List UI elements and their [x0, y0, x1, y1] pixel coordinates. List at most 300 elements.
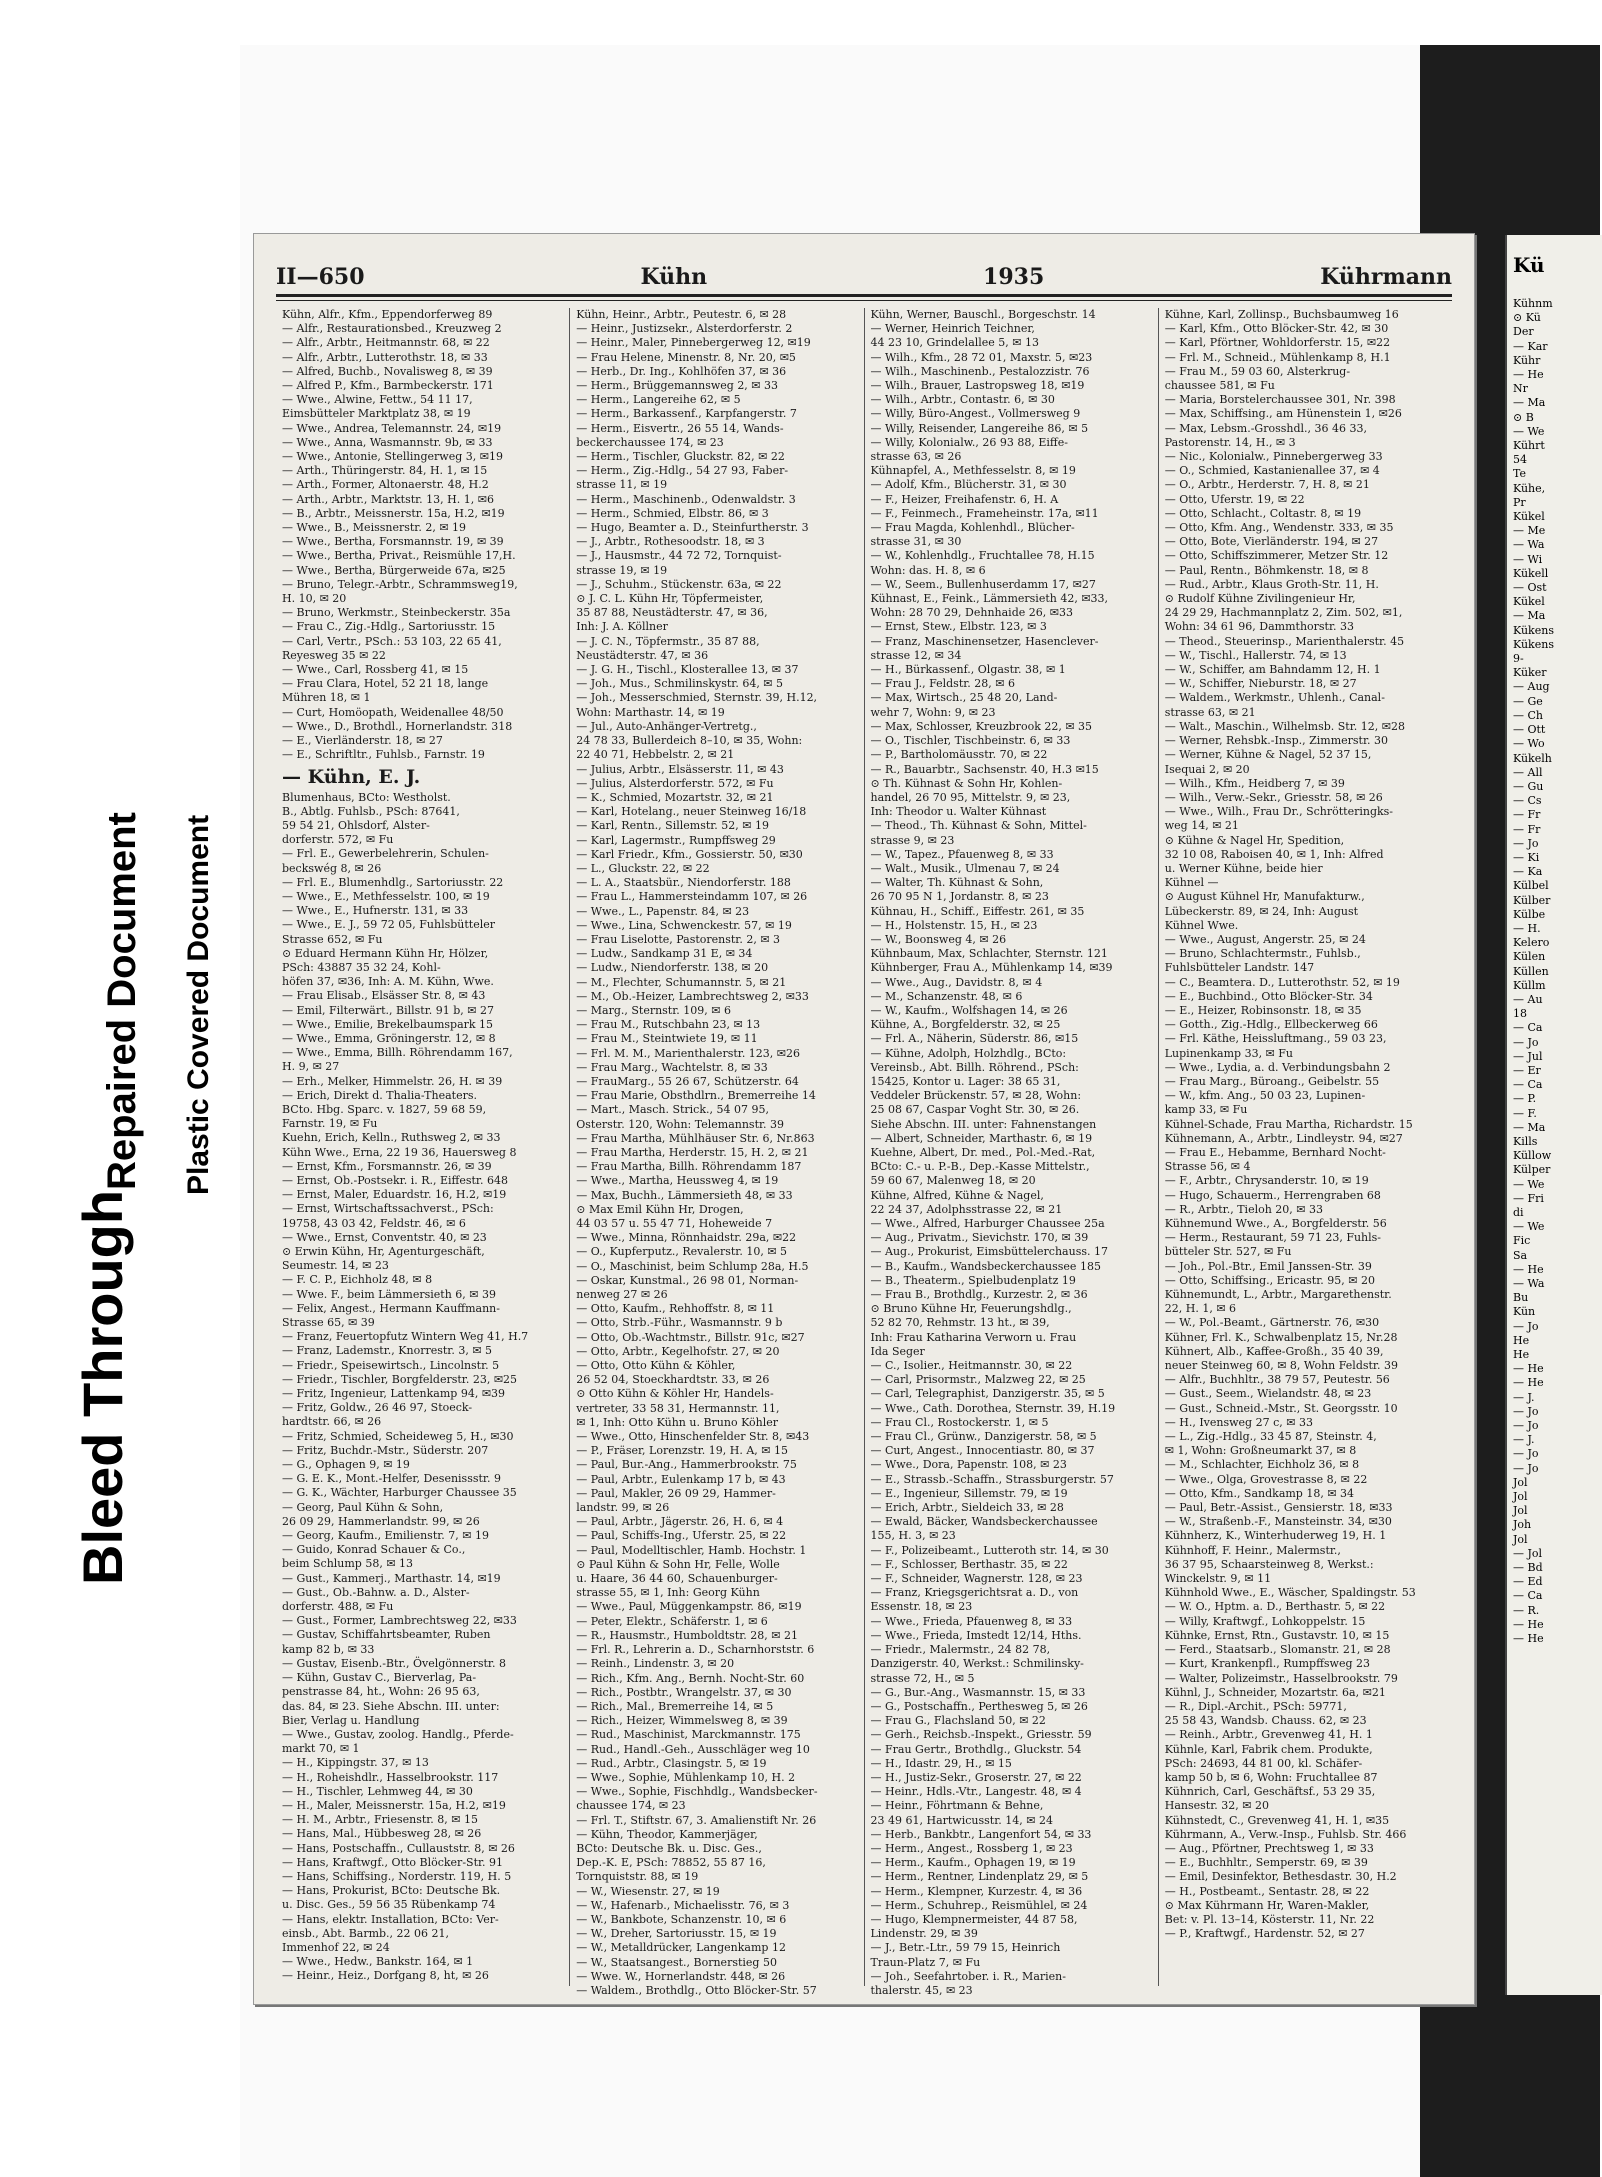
directory-entry: u. Haare, 36 44 60, Schauenburger-	[576, 1572, 778, 1586]
directory-entry: ✉ 1, Inh: Otto Kühn u. Bruno Köhler	[576, 1415, 778, 1429]
directory-entry: — H., Holstenstr. 15, H., ✉ 23	[870, 918, 1038, 932]
directory-entry: — Wwe., Bertha, Forsmannstr. 19, ✉ 39	[282, 535, 504, 549]
directory-entry: — Wwe., Carl, Rossberg 41, ✉ 15	[282, 663, 469, 677]
directory-entry: — Otto, Uferstr. 19, ✉ 22	[1164, 492, 1305, 506]
adjacent-entry: — Me	[1513, 524, 1546, 538]
directory-entry: — Franz, Kriegsgerichtsrat a. D., von	[870, 1586, 1079, 1600]
directory-entry: — B., Kaufm., Wandsbeckerchaussee 185	[870, 1259, 1101, 1273]
header-year: 1935	[983, 264, 1045, 290]
adjacent-entry: — Jo	[1513, 1319, 1539, 1333]
directory-entry: — Kurt, Krankenpfl., Rumpffsweg 23	[1164, 1657, 1370, 1671]
adjacent-entry: — Fri	[1513, 1191, 1544, 1205]
directory-entry: Kühnrich, Carl, Geschäftsf., 53 29 35,	[1164, 1785, 1376, 1799]
directory-entry: Strasse 652, ✉ Fu	[282, 932, 383, 946]
directory-entry: — Carl, Vertr., PSch.: 53 103, 22 65 41,	[282, 634, 502, 648]
directory-entry: PSch: 43887 35 32 24, Kohl-	[282, 960, 441, 974]
directory-entry: neuer Steinweg 60, ✉ 8, Wohn Feldstr. 39	[1164, 1359, 1398, 1373]
adjacent-page-header: Kü	[1513, 253, 1545, 277]
directory-entry: — Otto, Arbtr., Kegelhofstr. 27, ✉ 20	[576, 1344, 780, 1358]
adjacent-entry: — Wa	[1513, 538, 1545, 552]
directory-entry: — Wilh., Kfm., Heidberg 7, ✉ 39	[1164, 776, 1345, 790]
adjacent-entry: Kükelh	[1513, 751, 1552, 765]
directory-entry: — W., Metalldrücker, Langenkamp 12	[576, 1941, 786, 1955]
adjacent-entry: Pr	[1513, 495, 1526, 509]
directory-entry: — P., Kraftwgf., Hardenstr. 52, ✉ 27	[1164, 1927, 1365, 1941]
directory-entry: — Frau M., Rutschbahn 23, ✉ 13	[576, 1018, 761, 1032]
directory-entry: — Wwe., Bertha, Privat., Reismühle 17,H.	[282, 549, 516, 563]
directory-entry: — Frau E., Hebamme, Bernhard Nocht-	[1164, 1145, 1386, 1159]
directory-entry: — Herm., Kaufm., Ophagen 19, ✉ 19	[870, 1856, 1076, 1870]
adjacent-entry: — Jo	[1513, 1035, 1539, 1049]
adjacent-entry: Külbel	[1513, 879, 1549, 893]
directory-entry: — Karl Friedr., Kfm., Gossierstr. 50, ✉30	[576, 847, 803, 861]
directory-entry: — Reinh., Lindenstr. 3, ✉ 20	[576, 1657, 735, 1671]
directory-entry: Kühnapfel, A., Methfesselstr. 8, ✉ 19	[870, 464, 1076, 478]
adjacent-entry: Sa	[1513, 1248, 1528, 1262]
directory-entry: 22, H. 1, ✉ 6	[1164, 1302, 1237, 1316]
adjacent-entry: Jol	[1513, 1490, 1528, 1504]
adjacent-entry: — All	[1513, 765, 1543, 779]
directory-entry: — Aug., Privatm., Sievichstr. 170, ✉ 39	[870, 1231, 1089, 1245]
directory-entry: — Otto, Kfm., Sandkamp 18, ✉ 34	[1164, 1486, 1355, 1500]
directory-entry: — H., Kippingstr. 37, ✉ 13	[282, 1756, 429, 1770]
directory-entry: — Rich., Postbtr., Wrangelstr. 37, ✉ 30	[576, 1685, 792, 1699]
directory-entry: — E., Buchbind., Otto Blöcker-Str. 34	[1164, 989, 1373, 1003]
directory-entry: — Ernst, Maler, Eduardstr. 16, H.2, ✉19	[282, 1188, 507, 1202]
directory-entry: — Rud., Maschinist, Marckmannstr. 175	[576, 1728, 801, 1742]
directory-entry: — W., Pol.-Beamt., Gärtnerstr. 76, ✉30	[1164, 1316, 1380, 1330]
directory-entry: — Paul, Rentn., Böhmkenstr. 18, ✉ 8	[1164, 563, 1369, 577]
repaired-document-label: Repaired Document	[100, 812, 144, 1190]
directory-entry: — Wwe., Lydia, a. d. Verbindungsbahn 2	[1164, 1060, 1391, 1074]
directory-entry: — Willy, Kolonialw., 26 93 88, Eiffe-	[870, 435, 1068, 449]
directory-entry: — B., Theaterm., Spielbudenplatz 19	[870, 1273, 1076, 1287]
directory-entry: — Rich., Heizer, Wimmelsweg 8, ✉ 39	[576, 1714, 788, 1728]
directory-entry: — W., Boonsweg 4, ✉ 26	[870, 932, 1007, 946]
adjacent-entry: — Ed	[1513, 1575, 1543, 1589]
directory-entry: chaussee 581, ✉ Fu	[1164, 379, 1275, 393]
directory-entry: u. Werner Kühne, beide hier	[1164, 861, 1323, 875]
directory-entry: — Kühn, Gustav C., Bierverlag, Pa-	[282, 1671, 477, 1685]
directory-entry: — F., Feinmech., Frameheinstr. 17a, ✉11	[870, 506, 1099, 520]
directory-entry: — B., Arbtr., Meissnerstr. 15a, H.2, ✉19	[282, 506, 505, 520]
adjacent-entry: ⊙ B	[1513, 410, 1534, 424]
directory-entry: Seumestr. 14, ✉ 23	[282, 1259, 389, 1273]
adjacent-entry: — Cs	[1513, 794, 1542, 808]
adjacent-entry: — We	[1513, 1220, 1545, 1234]
directory-entry: — H., Roheishdlr., Hasselbrookstr. 117	[282, 1770, 499, 1784]
directory-entry: — Walt., Maschin., Wilhelmsb. Str. 12, ✉28	[1164, 719, 1405, 733]
directory-entry: — Joh., Messerschmied, Sternstr. 39, H.12,	[576, 691, 818, 705]
directory-entry: — Karl, Kfm., Otto Blöcker-Str. 42, ✉ 30	[1164, 322, 1389, 336]
directory-entry: — Frl. Käthe, Heissluftmang., 59 03 23,	[1164, 1032, 1387, 1046]
directory-entry: — Ernst, Ob.-Postsekr. i. R., Eiffestr. 648	[282, 1173, 508, 1187]
directory-entry: — Fritz, Goldw., 26 46 97, Stoeck-	[282, 1401, 473, 1415]
directory-entry: — E., Heizer, Robinsonstr. 18, ✉ 35	[1164, 1003, 1362, 1017]
directory-entry: — Hugo, Klempnermeister, 44 87 58,	[870, 1912, 1078, 1926]
directory-entry: strasse 9, ✉ 23	[870, 833, 955, 847]
directory-entry: Kühnemund Wwe., A., Borgfelderstr. 56	[1164, 1217, 1387, 1230]
page-number: II—650	[276, 264, 365, 290]
directory-entry: — K., Schmied, Mozartstr. 32, ✉ 21	[576, 790, 774, 804]
directory-entry: strasse 11, ✉ 19	[576, 478, 668, 492]
directory-entry: — Wwe. W., Hornerlandstr. 448, ✉ 26	[576, 1969, 786, 1983]
adjacent-entry: — Wo	[1513, 737, 1545, 751]
directory-entry: Kühnle, Karl, Fabrik chem. Produkte,	[1164, 1742, 1373, 1756]
directory-entry: 22 40 71, Hebbelstr. 2, ✉ 21	[576, 748, 735, 762]
directory-entry: — W., Hafenarb., Michaelisstr. 76, ✉ 3	[576, 1898, 790, 1912]
directory-entry: — O., Maschinist, beim Schlump 28a, H.5	[576, 1259, 809, 1273]
directory-entry: Lübeckerstr. 89, ✉ 24, Inh: August	[1164, 904, 1359, 918]
directory-entry: — G. E. K., Mont.-Helfer, Desenissstr. 9	[282, 1472, 501, 1486]
directory-entry: Kühnhold Wwe., E., Wäscher, Spaldingstr. 53	[1164, 1586, 1416, 1600]
directory-entry: — M., Schanzenstr. 48, ✉ 6	[870, 989, 1023, 1003]
directory-entry: dorferstr. 572, ✉ Fu	[282, 833, 394, 847]
directory-entry: — H. M., Arbtr., Friesenstr. 8, ✉ 15	[282, 1813, 479, 1827]
adjacent-entry: — J.	[1513, 1433, 1535, 1447]
directory-entry: — Otto, Schiffsing., Ericastr. 95, ✉ 20	[1164, 1273, 1375, 1287]
side-labels	[0, 0, 240, 2177]
directory-entry: — Peter, Elektr., Schäferstr. 1, ✉ 6	[576, 1614, 768, 1628]
directory-entry: — Reinh., Arbtr., Grevenweg 41, H. 1	[1164, 1728, 1373, 1742]
directory-entry: — Wwe., Paul, Müggenkampstr. 86, ✉19	[576, 1600, 802, 1614]
directory-entry: — Wilh., Maschinenb., Pestalozzistr. 76	[870, 364, 1090, 378]
adjacent-entry: — He	[1513, 1617, 1544, 1631]
directory-entry: — Joh., Seefahrtober. i. R., Marien-	[870, 1969, 1066, 1983]
directory-entry: — Herm., Tischler, Gluckstr. 82, ✉ 22	[576, 450, 785, 464]
directory-entry: — J. G. H., Tischl., Klosterallee 13, ✉ 37	[576, 663, 799, 677]
directory-entry: — Georg, Paul Kühn & Sohn,	[282, 1500, 444, 1514]
directory-entry: Inh: Theodor u. Walter Kühnast	[870, 805, 1047, 819]
directory-entry: — E., Buchhltr., Semperstr. 69, ✉ 39	[1164, 1856, 1368, 1870]
directory-entry: chaussee 174, ✉ 23	[576, 1799, 686, 1813]
directory-entry: kamp 82 b, ✉ 33	[282, 1642, 375, 1656]
directory-entry: Ida Seger	[870, 1344, 925, 1358]
directory-entry: H. 10, ✉ 20	[282, 592, 347, 606]
directory-entry: — Friedr., Tischler, Borgfelderstr. 23, ✉25	[282, 1372, 518, 1386]
directory-entry: — Bruno, Telegr.-Arbtr., Schrammsweg19,	[282, 577, 518, 591]
directory-entry: Kühner, Frl. K., Schwalbenplatz 15, Nr.28	[1164, 1330, 1398, 1344]
adjacent-entry: — R.	[1513, 1603, 1540, 1617]
directory-entry: — Herm., Schmied, Elbstr. 86, ✉ 3	[576, 506, 769, 520]
directory-entry: — W., Straßenb.-F., Mansteinstr. 34, ✉30	[1164, 1515, 1392, 1529]
directory-entry: — P., Fräser, Lorenzstr. 19, H. A, ✉ 15	[576, 1444, 788, 1458]
directory-entry: Fuhlsbütteler Landstr. 147	[1164, 961, 1315, 975]
adjacent-entry: — Ma	[1513, 396, 1546, 410]
directory-entry: Kühne, A., Borgfelderstr. 32, ✉ 25	[870, 1018, 1061, 1032]
directory-entry: Essenstr. 18, ✉ 23	[870, 1600, 973, 1614]
directory-entry: — H., Maler, Meissnerstr. 15a, H.2, ✉19	[282, 1798, 506, 1812]
directory-entry: — Frau Martha, Herderstr. 15, H. 2, ✉ 21	[576, 1145, 809, 1159]
directory-entry: Wohn: das. H. 8, ✉ 6	[870, 563, 986, 577]
directory-entry: markt 70, ✉ 1	[282, 1742, 360, 1756]
header-rule-thin	[276, 300, 1452, 301]
directory-entry: — Heinr., Maler, Pinnebergerweg 12, ✉19	[576, 336, 811, 350]
directory-entry: — W., Kohlenhdlg., Fruchtallee 78, H.15	[870, 549, 1095, 563]
directory-entry: Wohn: 34 61 96, Dammthorstr. 33	[1164, 620, 1355, 634]
directory-entry: — Frau L., Hammersteindamm 107, ✉ 26	[576, 890, 808, 904]
directory-entry: — W., Tapez., Pfauenweg 8, ✉ 33	[870, 847, 1054, 861]
directory-entry: — F., Schlosser, Berthastr. 35, ✉ 22	[870, 1557, 1068, 1571]
directory-entry: — Frl. M. M., Marienthalerstr. 123, ✉26	[576, 1046, 801, 1060]
directory-entry: 25 08 67, Caspar Voght Str. 30, ✉ 26.	[870, 1103, 1080, 1117]
directory-entry: — Gerh., Reichsb.-Inspekt., Griesstr. 59	[870, 1728, 1092, 1742]
directory-entry: — Carl, Prisormstr., Malzweg 22, ✉ 25	[870, 1373, 1086, 1387]
directory-entry: Kühne, Alfred, Kühne & Nagel,	[870, 1188, 1044, 1202]
directory-entry: ⊙ Otto Kühn & Köhler Hr, Handels-	[576, 1387, 774, 1401]
directory-entry: — Frau G., Flachsland 50, ✉ 22	[870, 1714, 1046, 1728]
adjacent-entry: — Ma	[1513, 609, 1546, 623]
directory-entry: Kühnel —	[1164, 876, 1219, 890]
directory-entry: dorferstr. 488, ✉ Fu	[282, 1600, 394, 1614]
directory-entry: — Aug., Prokurist, Eimsbüttelerchauss. 17	[870, 1245, 1108, 1259]
directory-entry: — Curt, Angest., Innocentiastr. 80, ✉ 37	[870, 1444, 1095, 1458]
directory-entry: — Wwe., E., Hufnerstr. 131, ✉ 33	[282, 904, 469, 918]
directory-entry: — Gust., Ob.-Bahnw. a. D., Alster-	[282, 1585, 470, 1599]
directory-entry: Traun-Platz 7, ✉ Fu	[870, 1955, 981, 1969]
adjacent-entry: Kün	[1513, 1305, 1536, 1319]
directory-entry: — Alfr., Restaurationsbed., Kreuzweg 2	[282, 322, 502, 336]
adjacent-entry: Külper	[1513, 1163, 1551, 1177]
directory-entry: Wohn: 28 70 29, Dehnhaide 26, ✉33	[870, 606, 1073, 620]
directory-entry: — Max, Lebsm.-Grosshdl., 36 46 33,	[1164, 421, 1367, 435]
directory-entry: kamp 50 b, ✉ 6, Wohn: Fruchtallee 87	[1164, 1770, 1378, 1784]
adjacent-entry: — He	[1513, 1262, 1544, 1276]
adjacent-entry: — J.	[1513, 1390, 1535, 1404]
directory-entry: strasse 55, ✉ 1, Inh: Georg Kühn	[576, 1586, 760, 1600]
directory-entry: Winckelstr. 9, ✉ 11	[1164, 1572, 1272, 1586]
directory-entry: — Ludw., Sandkamp 31 E, ✉ 34	[576, 947, 753, 961]
directory-entry: — Herm., Barkassenf., Karpfangerstr. 7	[576, 407, 797, 421]
directory-entry: — Alfr., Arbtr., Lutterothstr. 18, ✉ 33	[282, 350, 488, 364]
directory-entry: ⊙ Paul Kühn & Sohn Hr, Felle, Wolle	[576, 1557, 780, 1571]
adjacent-entry: Kükens	[1513, 623, 1554, 637]
directory-entry: — C., Beamtera. D., Lutterothstr. 52, ✉ 19	[1164, 975, 1400, 989]
directory-entry: Kühn Wwe., Erna, 22 19 36, Hauersweg 8	[282, 1145, 517, 1159]
directory-entry: — E., Vierländerstr. 18, ✉ 27	[282, 734, 443, 748]
column-1	[276, 308, 570, 1986]
adjacent-entry: — We	[1513, 1177, 1545, 1191]
directory-entry: — Karl, Pförtner, Wohldorferstr. 15, ✉22	[1164, 336, 1391, 350]
directory-entry: ⊙ Erwin Kühn, Hr, Agenturgeschäft,	[282, 1245, 485, 1258]
directory-entry: Eimsbütteler Marktplatz 38, ✉ 19	[282, 407, 471, 421]
directory-entry: Kühnel-Schade, Frau Martha, Richardstr. 15	[1164, 1117, 1413, 1131]
directory-entry: — Wilh., Brauer, Lastropsweg 18, ✉19	[870, 379, 1085, 393]
directory-entry: — L., Gluckstr. 22, ✉ 22	[576, 861, 710, 875]
directory-entry: — M., Schlachter, Eichholz 36, ✉ 8	[1164, 1458, 1360, 1472]
directory-entry: — Ernst, Wirtschaftssachverst., PSch:	[282, 1202, 494, 1216]
directory-entry: das. 84, ✉ 23. Siehe Abschn. III. unter:	[282, 1699, 500, 1713]
directory-entry: — E., Schriftltr., Fuhlsb., Farnstr. 19	[282, 748, 485, 762]
directory-entry: — L., Zig.-Hdlg., 33 45 87, Steinstr. 4,	[1164, 1430, 1377, 1444]
directory-entry: — O., Arbtr., Herderstr. 7, H. 8, ✉ 21	[1164, 478, 1370, 492]
directory-entry: — Wwe., Alwine, Fettw., 54 11 17,	[282, 393, 473, 407]
directory-entry: — Erh., Melker, Himmelstr. 26, H. ✉ 39	[282, 1074, 503, 1088]
adjacent-entry: — Au	[1513, 992, 1543, 1006]
directory-entry: — Georg, Kaufm., Emilienstr. 7, ✉ 19	[282, 1529, 489, 1543]
adjacent-entry: — He	[1513, 1376, 1544, 1390]
column-3	[865, 308, 1159, 1997]
directory-entry: Strasse 56, ✉ 4	[1164, 1160, 1251, 1174]
directory-entry: — Wwe., Bertha, Bürgerweide 67a, ✉25	[282, 563, 506, 577]
directory-entry: thalerstr. 45, ✉ 23	[870, 1983, 973, 1997]
adjacent-entry: Kills	[1513, 1134, 1538, 1148]
directory-entry: — Waldem., Brothdlg., Otto Blöcker-Str. 57	[576, 1983, 817, 1997]
directory-entry: — Hans, elektr. Installation, BCto: Ver-	[282, 1912, 499, 1926]
directory-entry: — Herb., Bankbtr., Langenfort 54, ✉ 33	[870, 1827, 1092, 1841]
directory-entry: — O., Kupferputz., Revalerstr. 10, ✉ 5	[576, 1245, 788, 1259]
directory-entry: — Herm., Langereihe 62, ✉ 5	[576, 393, 741, 407]
directory-entry: — Emil, Desinfektor, Bethesdastr. 30, H.2	[1164, 1870, 1397, 1884]
directory-entry: — Herm., Maschinenb., Odenwaldstr. 3	[576, 492, 796, 506]
directory-entry: — Hans, Mal., Hübbesweg 28, ✉ 26	[282, 1827, 482, 1841]
directory-entry: — Kühn, Theodor, Kammerjäger,	[576, 1827, 758, 1841]
directory-entry: 32 10 08, Raboisen 40, ✉ 1, Inh: Alfred	[1164, 847, 1384, 861]
directory-entry: 22 24 37, Adolphsstrasse 22, ✉ 21	[870, 1202, 1063, 1216]
directory-entry: — Wwe., E., Methfesselstr. 100, ✉ 19	[282, 889, 490, 903]
directory-entry: — M., Flechter, Schumannstr. 5, ✉ 21	[576, 975, 787, 989]
directory-entry: — Otto, Kfm. Ang., Wendenstr. 333, ✉ 35	[1164, 521, 1394, 535]
directory-page	[253, 233, 1475, 2005]
directory-entry: — Julius, Arbtr., Elsässerstr. 11, ✉ 43	[576, 762, 784, 776]
directory-entry: Kühnast, E., Feink., Lämmersieth 42, ✉33,	[870, 592, 1109, 606]
directory-entry: — Frau C., Zig.-Hdlg., Sartoriusstr. 15	[282, 620, 496, 634]
directory-entry: 24 29 29, Hachmannplatz 2, Zim. 502, ✉1,	[1164, 606, 1403, 620]
adjacent-entry: Kühnm	[1513, 297, 1553, 310]
directory-entry: — Frau Marie, Obsthdlrn., Bremerreihe 14	[576, 1089, 816, 1103]
header-left-word: Kühn	[640, 264, 708, 290]
page-header	[276, 256, 1452, 290]
adjacent-entry: Te	[1513, 467, 1526, 481]
adjacent-entry: — Jul	[1513, 1049, 1543, 1063]
directory-entry: Reyesweg 35 ✉ 22	[282, 648, 386, 662]
directory-entry: strasse 12, ✉ 34	[870, 648, 962, 662]
directory-entry: — C., Isolier., Heitmannstr. 30, ✉ 22	[870, 1359, 1073, 1373]
directory-entry: — Werner, Rehsbk.-Insp., Zimmerstr. 30	[1164, 734, 1389, 748]
adjacent-entry: — Ch	[1513, 708, 1543, 722]
directory-entry: — Herm., Rentner, Lindenplatz 29, ✉ 5	[870, 1870, 1089, 1884]
directory-entry: — F., Schneider, Wagnerstr. 128, ✉ 23	[870, 1572, 1083, 1586]
directory-entry: wehr 7, Wohn: 9, ✉ 23	[870, 705, 996, 719]
directory-entry: 23 49 61, Hartwicusstr. 14, ✉ 24	[870, 1813, 1053, 1827]
directory-entry: — W., Kaufm., Wolfshagen 14, ✉ 26	[870, 1003, 1068, 1017]
adjacent-entry: Jol	[1513, 1504, 1528, 1518]
directory-entry: landstr. 99, ✉ 26	[576, 1501, 670, 1515]
directory-entry: — Marg., Sternstr. 109, ✉ 6	[576, 1003, 731, 1017]
directory-entry: — G., Ophagen 9, ✉ 19	[282, 1458, 410, 1472]
directory-entry: — Walter, Th. Kühnast & Sohn,	[870, 876, 1044, 890]
adjacent-entry: 18	[1513, 1007, 1527, 1021]
directory-entry: — Bruno, Werkmstr., Steinbeckerstr. 35a	[282, 606, 511, 620]
column-4	[1159, 308, 1452, 1986]
directory-entry: — Fritz, Ingenieur, Lattenkamp 94, ✉39	[282, 1387, 506, 1401]
directory-entry: — O., Schmied, Kastanienallee 37, ✉ 4	[1164, 464, 1380, 478]
directory-entry: — Frau Martha, Billh. Röhrendamm 187	[576, 1160, 802, 1174]
directory-entry: ⊙ Bruno Kühne Hr, Feuerungshdlg.,	[870, 1302, 1072, 1316]
directory-entry: — Herm., Eisvertr., 26 55 14, Wands-	[576, 421, 784, 435]
directory-entry: — Ernst, Stew., Elbstr. 123, ✉ 3	[870, 620, 1047, 634]
directory-entry: — Frl. R., Lehrerin a. D., Scharnhorststr. 6	[576, 1643, 815, 1657]
directory-entry: — Paul, Arbtr., Eulenkamp 17 b, ✉ 43	[576, 1472, 786, 1486]
adjacent-entry: Külber	[1513, 893, 1551, 907]
directory-entry: — Mart., Masch. Strick., 54 07 95,	[576, 1103, 769, 1117]
directory-entry: — Wwe., Martha, Heussweg 4, ✉ 19	[576, 1174, 779, 1188]
directory-entry: — Wwe., Andrea, Telemannstr. 24, ✉19	[282, 421, 502, 435]
directory-entry: — Wwe., Emilie, Brekelbaumspark 15	[282, 1017, 494, 1031]
directory-entry: Dep.-K. E, PSch: 78852, 55 87 16,	[576, 1856, 766, 1870]
directory-entry: — Joh., Pol.-Btr., Emil Janssen-Str. 39	[1164, 1259, 1372, 1273]
directory-entry: — Wwe., Otto, Hinschenfelder Str. 8, ✉43	[576, 1430, 810, 1444]
directory-entry: — Frau M., Steintwiete 19, ✉ 11	[576, 1032, 758, 1046]
directory-entry: — Guido, Konrad Schauer & Co.,	[282, 1543, 466, 1557]
directory-entry: — Arth., Former, Altonaerstr. 48, H.2	[282, 478, 489, 492]
directory-entry: 35 87 88, Neustädterstr. 47, ✉ 36,	[576, 606, 768, 620]
directory-entry: BCto. Hbg. Sparc. v. 1827, 59 68 59,	[282, 1102, 487, 1116]
directory-entry: — Herm., Angest., Rossberg 1, ✉ 23	[870, 1841, 1073, 1855]
directory-entry: — Rud., Arbtr., Clasingstr. 5, ✉ 19	[576, 1756, 767, 1770]
directory-entry: Kühnemann, A., Arbtr., Lindleystr. 94, ✉27	[1164, 1131, 1403, 1145]
directory-entry: ⊙ Max Emil Kühn Hr, Drogen,	[576, 1202, 744, 1216]
adjacent-entry: — Ca	[1513, 1589, 1543, 1603]
directory-entry: 59 60 67, Malenweg 18, ✉ 20	[870, 1174, 1036, 1188]
directory-entry: — Gust., Former, Lambrechtsweg 22, ✉33	[282, 1614, 517, 1628]
adjacent-entry: — He	[1513, 1632, 1544, 1646]
directory-entry: strasse 63, ✉ 26	[870, 450, 962, 464]
directory-entry: Kühne, Karl, Zollinsp., Buchsbaumweg 16	[1164, 308, 1399, 321]
directory-entry: — Wwe., Minna, Rönnhaidstr. 29a, ✉22	[576, 1231, 797, 1245]
directory-entry: — Karl, Lagermstr., Rumpffsweg 29	[576, 833, 776, 847]
directory-entry: — Frau J., Feldstr. 28, ✉ 6	[870, 677, 1015, 691]
directory-entry: — W., Seem., Bullenhuserdamm 17, ✉27	[870, 577, 1096, 591]
directory-entry: bütteler Str. 527, ✉ Fu	[1164, 1245, 1292, 1259]
directory-entry: — Curt, Homöopath, Weidenallee 48/50	[282, 705, 504, 719]
directory-entry: strasse 72, H., ✉ 5	[870, 1671, 975, 1685]
directory-entry: strasse 63, ✉ 21	[1164, 705, 1256, 719]
header-rule	[276, 294, 1452, 297]
directory-entry: — W., Staatsangest., Bornerstieg 50	[576, 1955, 777, 1969]
directory-entry: Kühnbaum, Max, Schlachter, Sternstr. 121	[870, 947, 1108, 961]
adjacent-entry: — Fr	[1513, 822, 1541, 836]
directory-entry: — H., Ivensweg 27 c, ✉ 33	[1164, 1415, 1313, 1429]
directory-entry: — Gust., Schneid.-Mstr., St. Georgsstr. 10	[1164, 1401, 1398, 1415]
adjacent-entry: — Kar	[1513, 339, 1548, 353]
directory-entry: Lupinenkamp 33, ✉ Fu	[1164, 1046, 1293, 1060]
directory-entry: Kuehne, Albert, Dr. med., Pol.-Med.-Rat,	[870, 1145, 1096, 1159]
directory-entry: — Rich., Mal., Bremerreihe 14, ✉ 5	[576, 1699, 774, 1713]
directory-entry: Kuehn, Erich, Kelln., Ruthsweg 2, ✉ 33	[282, 1131, 501, 1145]
directory-entry: Kühn, Werner, Bauschl., Borgeschstr. 14	[870, 308, 1096, 321]
directory-entry: Kühnau, H., Schiff., Eiffestr. 261, ✉ 35	[870, 904, 1085, 918]
directory-entry: — Wwe., Emma, Gröningerstr. 12, ✉ 8	[282, 1031, 496, 1045]
adjacent-entry: Kühe,	[1513, 481, 1546, 495]
adjacent-page-fragment	[1505, 235, 1602, 1995]
adjacent-entry: — Wa	[1513, 1277, 1545, 1291]
directory-entry: ⊙ Th. Kühnast & Sohn Hr, Kohlen-	[870, 776, 1063, 790]
directory-entry: — Frau Liselotte, Pastorenstr. 2, ✉ 3	[576, 932, 781, 946]
adjacent-entry: — Ost	[1513, 581, 1547, 595]
directory-entry: — Wwe., Anna, Wasmannstr. 9b, ✉ 33	[282, 435, 493, 449]
directory-entry: — J. C. N., Töpfermstr., 35 87 88,	[576, 634, 760, 648]
directory-entry: Blumenhaus, BCto: Westholst.	[282, 790, 451, 804]
directory-entry: — Alfr., Buchhltr., 38 79 57, Peutestr. 56	[1164, 1373, 1390, 1387]
directory-entry: Kühnberger, Frau A., Mühlenkamp 14, ✉39	[870, 961, 1113, 975]
adjacent-entry: Bu	[1513, 1291, 1529, 1305]
directory-entry: Danzigerstr. 40, Werkst.: Schmilinsky-	[870, 1657, 1084, 1671]
directory-entry: — Frau M., 59 03 60, Alsterkrug-	[1164, 364, 1351, 378]
directory-entry: — F., Polizeibeamt., Lutteroth str. 14, ✉ 30	[870, 1543, 1109, 1557]
directory-entry: — Max, Schiffsing., am Hünenstein 1, ✉26	[1164, 407, 1402, 421]
directory-entry: — Frau Marg., Wachtelstr. 8, ✉ 33	[576, 1060, 768, 1074]
